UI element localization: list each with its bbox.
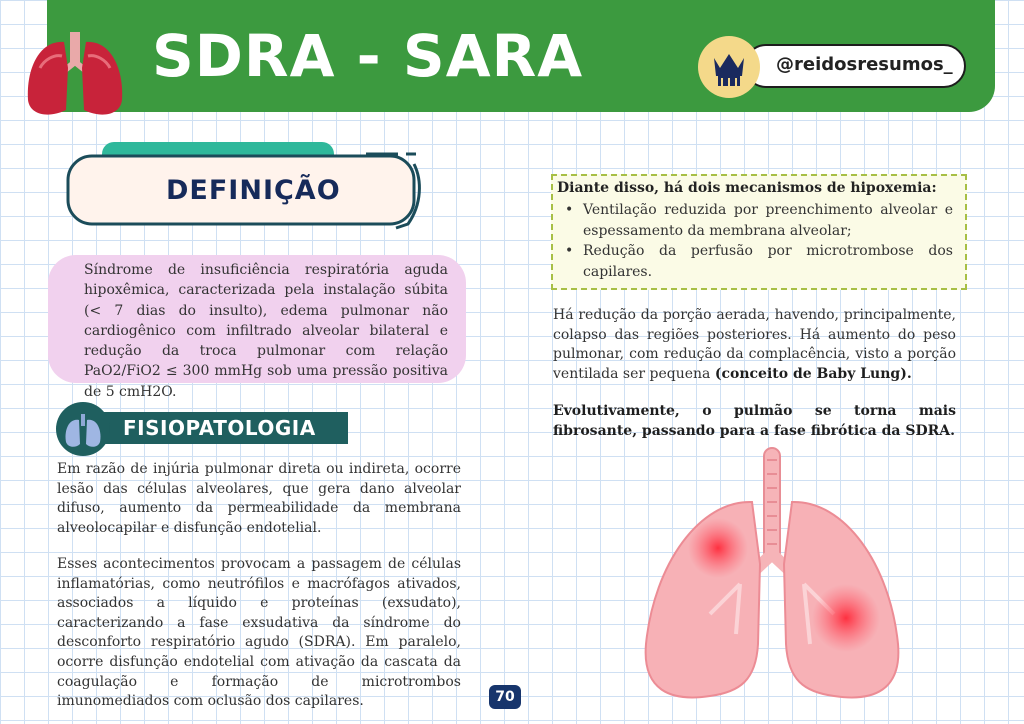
page-number: 70 (489, 685, 521, 709)
fisio-paragraph-2: Esses acontecimentos provocam a passagem de células inflamatórias, como neutrófilos e macrófagos ativados, associados a líquido e proteínas (exsudato), caracterizando a fase exsudativa da síndrome do desconforto respiratório agudo (SDRA). Em paralelo, ocorre disfunção endotelial com ativação da cascata da coagulação e formação de microtrombos imunomediados com oclusão dos capilares. (57, 556, 461, 710)
crown-logo-icon (698, 36, 760, 98)
aeration-text: Há redução da porção aerada, havendo, principalmente, colapso das regiões posteriores. Há aumento do peso pulmonar, com redução da complacência, visto a porção ventilada ser pequena (553, 307, 956, 382)
list-item: • Ventilação reduzida por preenchimento alveolar e espessamento da membrana alveolar; (565, 200, 953, 241)
handle-text: @reidosresumos_ (776, 54, 953, 75)
definition-text: Síndrome de insuficiência respiratória aguda hipoxêmica, caracterizada pela instalação súbita (< 7 dias do insulto), edema pulmonar não cardiogênico com infiltrado alveolar bilateral e redução da troca pulmonar com relação PaO2/FiO2 ≤ 300 mmHg sob uma pressão positiva de 5 cmH2O. (84, 262, 448, 400)
fisio-heading: FISIOPATOLOGIA (123, 416, 316, 440)
evolution-paragraph: Evolutivamente, o pulmão se torna mais fibrosante, passando para a fase fibrótica da SDRA. (553, 403, 956, 439)
mechanisms-list (565, 200, 953, 282)
page-title: SDRA - SARA (152, 22, 584, 90)
mechanisms-title: Diante disso, há dois mecanismos de hipoxemia: (557, 180, 937, 196)
definition-heading: DEFINIÇÃO (166, 175, 341, 206)
fisio-paragraph-1: Em razão de injúria pulmonar direta ou indireta, ocorre lesão das células alveolares, que gera dano alveolar difuso, aumento da permeabilidade da membrana alveolocapilar e disfunção endotelial. (57, 461, 461, 536)
baby-lung-concept: (conceito de Baby Lung). (714, 365, 912, 382)
list-item: • Redução da perfusão por microtrombose dos capilares. (565, 241, 953, 282)
lungs-small-icon (56, 402, 110, 456)
aeration-paragraph (553, 306, 956, 384)
lungs-icon (20, 28, 130, 120)
lungs-illustration (640, 444, 910, 704)
